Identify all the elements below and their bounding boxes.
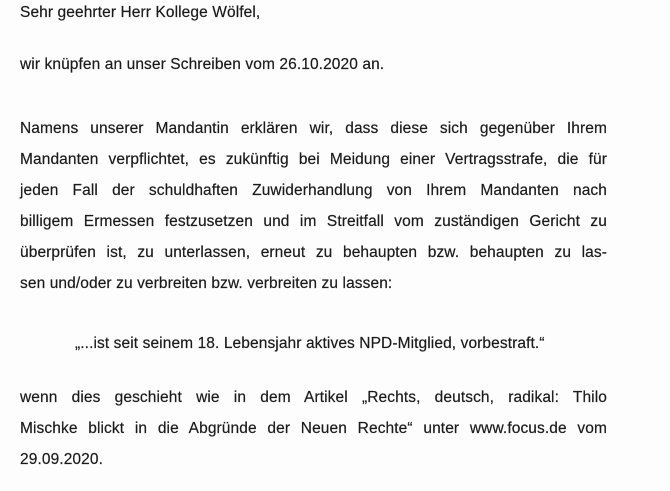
paragraph-line: Namens unserer Mandantin erklären wir, dass diese sich gegenüber Ihrem bbox=[20, 120, 607, 137]
paragraph-line: jeden Fall der schuldhaften Zuwiderhandlung von Ihrem Mandanten nach bbox=[20, 182, 607, 199]
paragraph-line: sen und/oder zu verbreiten bzw. verbreiten zu lassen: bbox=[20, 275, 393, 292]
paragraph-line: billigem Ermessen festzusetzen und im Streitfall vom zuständigen Gericht zu bbox=[20, 213, 607, 230]
salutation: Sehr geehrter Herr Kollege Wölfel, bbox=[20, 4, 261, 21]
paragraph-line: überprüfen ist, zu unterlassen, erneut zu behaupten bzw. behaupten zu las- bbox=[20, 244, 607, 261]
paragraph-line: Mischke blickt in die Abgründe der Neuen Rechte“ unter www.focus.de vom bbox=[20, 420, 607, 437]
paragraph-line: Mandanten verpflichtet, es zukünftig bei Meidung einer Vertragsstrafe, die für bbox=[20, 151, 607, 168]
intro-sentence: wir knüpfen an unser Schreiben vom 26.10.2020 an. bbox=[20, 56, 385, 73]
paragraph-line: 29.09.2020. bbox=[20, 451, 103, 468]
quoted-statement: „...ist seit seinem 18. Lebensjahr aktives NPD-Mitglied, vorbestraft.“ bbox=[75, 335, 545, 352]
paragraph-line: wenn dies geschieht wie in dem Artikel „Rechts, deutsch, radikal: Thilo bbox=[20, 389, 607, 406]
